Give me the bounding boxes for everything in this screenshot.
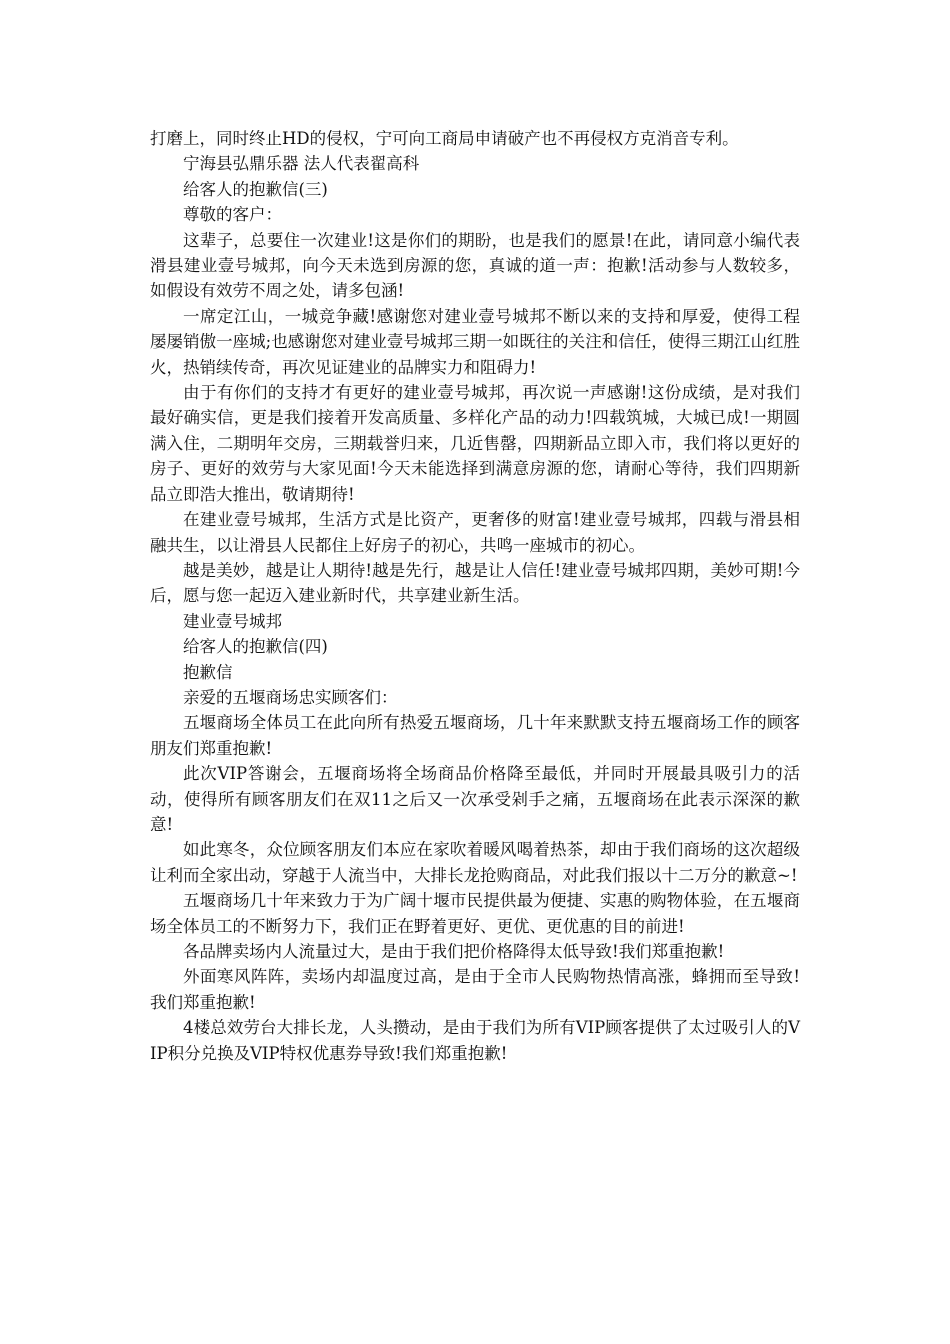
section-title: 给客人的抱歉信(三): [183, 179, 328, 199]
signature-line: 建业壹号城邦: [183, 611, 282, 631]
paragraph: 此次VIP答谢会，五堰商场将全场商品价格降至最低，并同时开展最具吸引力的活动，使得所有顾客朋友们在双11之后又一次承受剁手之痛，五堰商场在此表示深深的歉意!: [150, 764, 800, 834]
paragraph: 由于有你们的支持才有更好的建业壹号城邦，再次说一声感谢!这份成绩，是对我们最好确实信，更是我们接着开发高质量、多样化产品的动力!四载筑城，大城已成!一期圆满入住，二期明年交房，三期载誉归来，几近售罄，四期新品立即入市，我们将以更好的房子、更好的效劳与大家见面!今天未能选择到满意房源的您，请耐心等待，我们四期新品立即浩大推出，敬请期待!: [150, 383, 800, 504]
signature-line: 宁海县弘鼎乐器 法人代表翟高科: [183, 154, 420, 174]
paragraph: 如此寒冬，众位顾客朋友们本应在家吹着暖风喝着热茶，却由于我们商场的这次超级让利而全家出动，穿越于人流当中，大排长龙抢购商品，对此我们报以十二万分的歉意~!: [150, 840, 800, 885]
paragraph: 越是美妙，越是让人期待!越是先行，越是让人信任!建业壹号城邦四期，美妙可期!今后，愿与您一起迈入建业新时代，共享建业新生活。: [150, 560, 800, 606]
paragraph: 五堰商场几十年来致力于为广阔十堰市民提供最为便捷、实惠的购物体验，在五堰商场全体员工的不断努力下，我们正在野着更好、更优、更优惠的目的前进!: [150, 891, 800, 936]
salutation: 亲爱的五堰商场忠实顾客们：: [183, 687, 398, 707]
letter-heading: 抱歉信: [183, 662, 233, 682]
paragraph: 一席定江山，一城竞争藏!感谢您对建业壹号城邦不断以来的支持和厚爱，使得工程屡屡销傲一座城;也感谢您对建业壹号城邦三期一如既往的关注和信任，使得三期江山红胜火，热销续传奇，再次见证建业的品牌实力和阻碍力!: [150, 306, 800, 377]
paragraph: 五堰商场全体员工在此向所有热爱五堰商场，几十年来默默支持五堰商场工作的顾客朋友们郑重抱歉!: [150, 713, 800, 758]
paragraph: 外面寒风阵阵，卖场内却温度过高，是由于全市人民购物热情高涨，蜂拥而至导致!我们郑重抱歉!: [150, 967, 800, 1012]
paragraph: 在建业壹号城邦，生活方式是比资产，更奢侈的财富!建业壹号城邦，四载与滑县相融共生，以让滑县人民都住上好房子的初心，共鸣一座城市的初心。: [150, 510, 800, 555]
section-title: 给客人的抱歉信(四): [183, 637, 328, 657]
paragraph: 4楼总效劳台大排长龙，人头攒动，是由于我们为所有VIP顾客提供了太过吸引人的VIP积分兑换及VIP特权优惠券导致!我们郑重抱歉!: [150, 1018, 800, 1063]
paragraph-continued: 打磨上，同时终止HD的侵权，宁可向工商局申请破产也不再侵权方克消音专利。: [150, 129, 739, 148]
salutation: 尊敬的客户：: [183, 205, 282, 225]
document-body: [150, 126, 800, 1066]
paragraph: 各品牌卖场内人流量过大，是由于我们把价格降得太低导致!我们郑重抱歉!: [183, 942, 725, 961]
paragraph: 这辈子，总要住一次建业!这是你们的期盼，也是我们的愿景!在此，请同意小编代表滑县建业壹号城邦，向今天未选到房源的您，真诚的道一声：抱歉!活动参与人数较多，如假设有效劳不周之处，请多包涵!: [150, 230, 800, 301]
